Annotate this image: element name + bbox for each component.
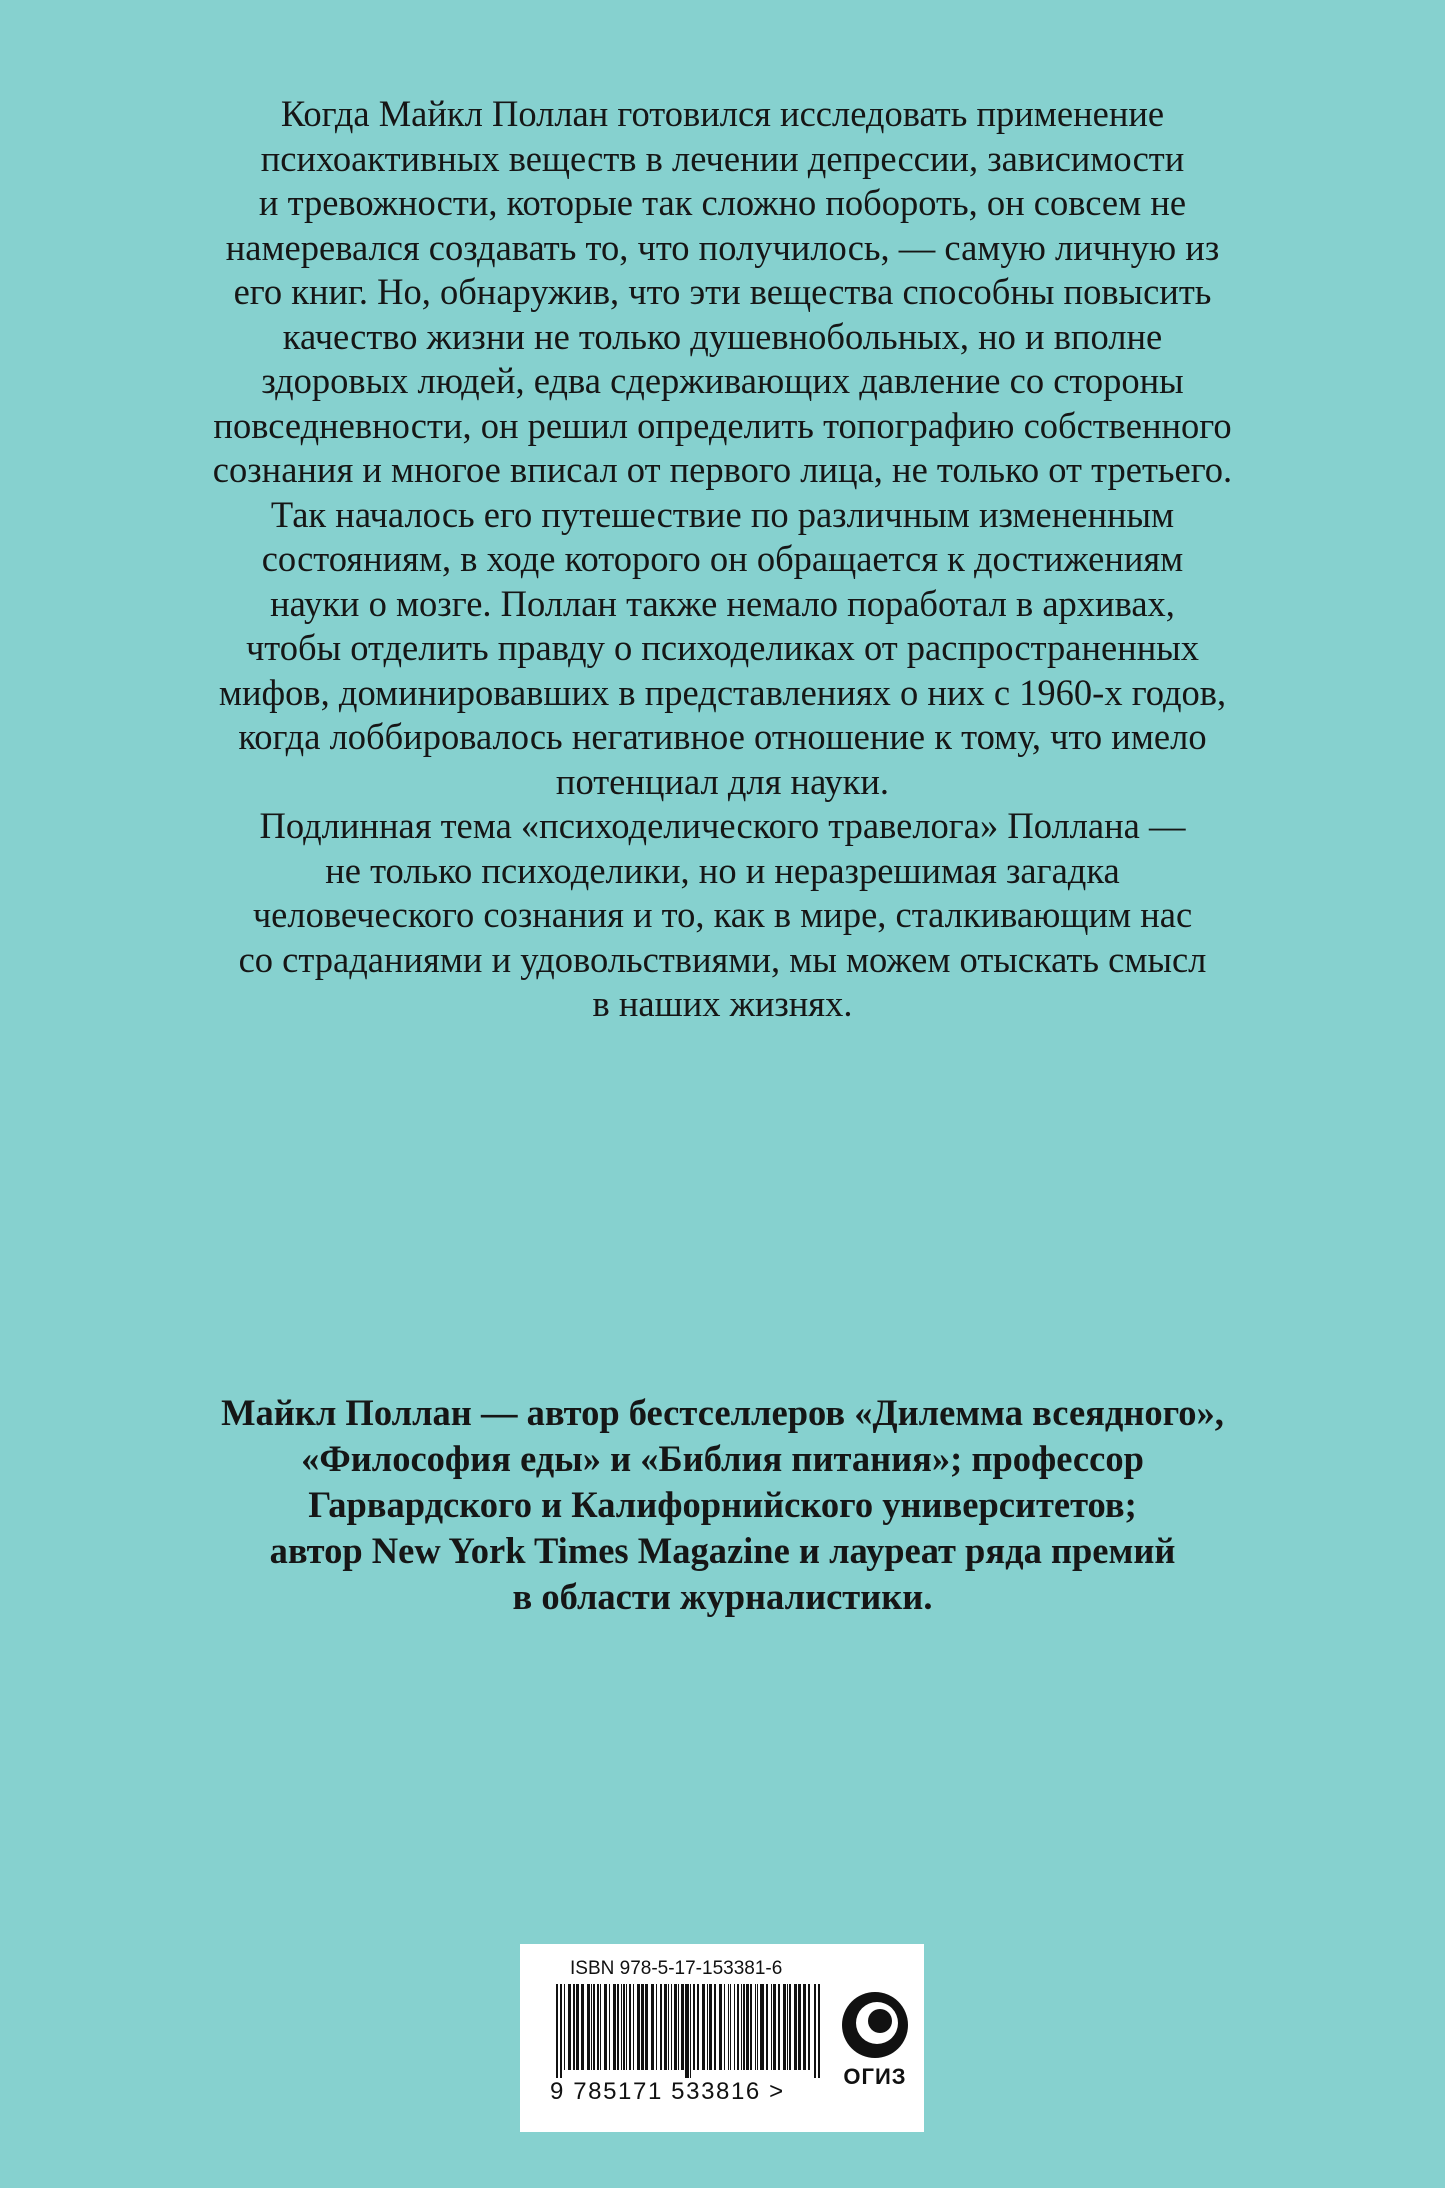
barcode-bar	[737, 1984, 739, 2070]
barcode-bar	[560, 1984, 562, 2078]
barcode-bar	[671, 1984, 672, 2070]
barcode-bar	[757, 1984, 758, 2070]
description-line: повседневности, он решил определить топографию собственного	[213, 404, 1232, 446]
bio-line: Гарвардского и Калифорнийского университетов;	[308, 1484, 1137, 1525]
barcode-bar	[629, 1984, 631, 2070]
barcode-bar	[734, 1984, 735, 2070]
barcode-bar	[741, 1984, 742, 2070]
barcode-bar	[591, 1984, 592, 2070]
barcode-bar	[760, 1984, 764, 2070]
barcode-bar	[668, 1984, 669, 2070]
ogiz-circle-logo-icon	[840, 1990, 910, 2060]
barcode-bar	[609, 1984, 610, 2070]
description-line: качество жизни не только душевнобольных, но и вполне	[282, 315, 1163, 357]
barcode-bar	[626, 1984, 627, 2070]
barcode-bar	[709, 1984, 712, 2070]
barcode-bar	[597, 1984, 599, 2070]
barcode-box	[520, 1944, 924, 2132]
barcode-bar	[743, 1984, 745, 2070]
barcode-bar	[814, 1984, 816, 2078]
barcode-bar	[719, 1984, 722, 2070]
barcode-bar	[808, 1984, 810, 2070]
barcode-bar	[803, 1984, 806, 2070]
description-line: когда лоббировалось негативное отношение к тому, что имело	[238, 716, 1207, 757]
description-line: сознания и многое вписал от первого лица, не только от третьего.	[212, 449, 1233, 490]
barcode-bar	[724, 1984, 725, 2070]
barcode-bar	[746, 1984, 749, 2070]
barcode-bar	[613, 1984, 616, 2070]
description-line: его книг. Но, обнаружив, что эти вещества способны повысить	[233, 271, 1212, 312]
bio-line: в области журналистики.	[512, 1576, 933, 1617]
barcode-bar	[818, 1984, 820, 2078]
description-line: мифов, доминировавших в представлениях о них с 1960-х годов,	[218, 671, 1227, 713]
description-line: науки о мозге. Поллан также немало поработал в архивах,	[270, 582, 1175, 624]
barcode-bar	[755, 1984, 756, 2070]
barcode-bar	[576, 1984, 579, 2070]
description-line: психоактивных веществ в лечении депрессии, зависимости	[260, 137, 1185, 179]
barcode-bar	[728, 1984, 729, 2070]
barcode-bar	[645, 1984, 648, 2070]
publisher-logo-text: ОГИЗ	[843, 2064, 907, 2089]
barcode-bar	[651, 1984, 654, 2070]
barcode-bar	[600, 1984, 601, 2070]
barcode-bar	[771, 1984, 772, 2070]
description-line: Так началось его путешествие по различным измененным	[270, 493, 1175, 535]
description-line: Когда Майкл Поллан готовился исследовать применение	[280, 93, 1165, 134]
barcode-bar	[623, 1984, 625, 2070]
barcode-bar	[660, 1984, 662, 2070]
description-line: не только психоделики, но и неразрешимая загадка	[325, 849, 1120, 891]
barcode-bar	[697, 1984, 699, 2070]
barcode-bar	[794, 1984, 797, 2070]
barcode-bar	[581, 1984, 584, 2070]
barcode-bar	[766, 1984, 768, 2070]
barcode-bar	[556, 1984, 558, 2078]
barcode-bar	[568, 1984, 571, 2070]
description-line: чтобы отделить правду о психоделиках от распространенных	[245, 627, 1200, 668]
barcode-bar	[587, 1984, 590, 2070]
description-line: здоровых людей, едва сдерживающих давление со стороны	[261, 360, 1184, 401]
barcode-bar	[787, 1984, 788, 2070]
barcode-bar	[617, 1984, 619, 2070]
barcode-bar	[750, 1984, 752, 2070]
barcode-bar	[678, 1984, 679, 2070]
barcode-bar	[637, 1984, 640, 2070]
barcode-bar	[798, 1984, 801, 2070]
barcode-bar	[604, 1984, 607, 2070]
barcode-digits: 9 785171 533816 >	[550, 2078, 785, 2105]
back-cover-description	[50, 92, 1395, 1027]
barcode-bar	[573, 1984, 575, 2070]
description-line: состояниям, в ходе которого он обращается к достижениям	[261, 538, 1184, 579]
barcode-bar	[564, 1984, 565, 2070]
barcode-bar	[593, 1984, 595, 2070]
description-line: намеревался создавать то, что получилось, — самую личную из	[225, 226, 1220, 268]
description-line: и тревожности, которые так сложно побороть, он совсем не	[258, 182, 1187, 223]
barcode-bar	[783, 1984, 786, 2070]
description-line: потенциал для науки.	[555, 760, 890, 802]
barcode-bar	[707, 1984, 708, 2070]
barcode-bar	[773, 1984, 776, 2070]
barcode-bar	[789, 1984, 791, 2070]
barcode-bar	[621, 1984, 622, 2070]
barcode-bar	[633, 1984, 634, 2070]
bio-line: «Философия еды» и «Библия питания»; профессор	[301, 1438, 1144, 1479]
barcode-bar	[685, 1984, 689, 2078]
description-line: со страданиями и удовольствиями, мы можем отыскать смысл	[238, 938, 1207, 980]
barcode-bar	[714, 1984, 716, 2070]
barcode-bar	[681, 1984, 684, 2070]
barcode-bar	[664, 1984, 667, 2070]
barcode-bars	[554, 1984, 824, 2078]
description-line: в наших жизнях.	[592, 983, 853, 1024]
description-line: человеческого сознания и то, как в мире, сталкивающим нас	[252, 894, 1193, 935]
description-line: Подлинная тема «психоделического травелога» Поллана —	[259, 805, 1186, 846]
isbn-label: ISBN 978-5-17-153381-6	[570, 1958, 783, 1979]
barcode-bar	[702, 1984, 705, 2070]
barcode-bar	[693, 1984, 695, 2070]
barcode-bar	[656, 1984, 657, 2070]
bio-line: Майкл Поллан — автор бестселлеров «Дилемма всеядного»,	[221, 1392, 1224, 1433]
barcode-bar	[690, 1984, 691, 2078]
barcode-bar	[730, 1984, 731, 2070]
author-bio	[50, 1390, 1395, 1620]
barcode-bar	[778, 1984, 780, 2070]
bio-line: автор New York Times Magazine и лауреат ряда премий	[269, 1530, 1176, 1571]
barcode-bar	[674, 1984, 677, 2070]
publisher-logo	[840, 1990, 910, 2090]
barcode-bar	[641, 1984, 644, 2070]
